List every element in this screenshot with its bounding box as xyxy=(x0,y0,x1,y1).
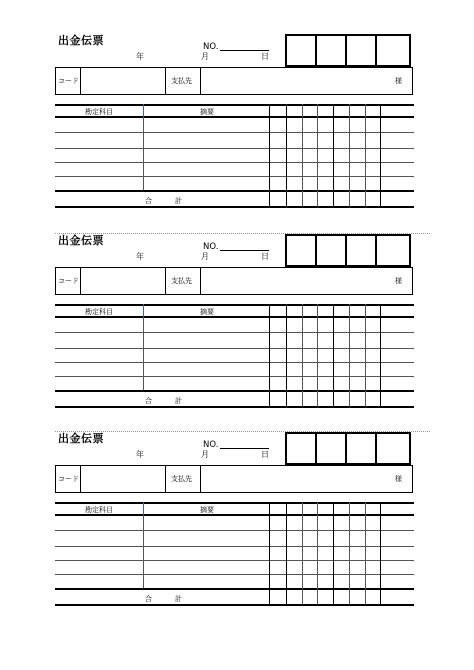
total-label-char2: 計 xyxy=(175,397,182,405)
code-field[interactable] xyxy=(81,68,166,94)
voucher-number-label: NO. xyxy=(203,42,219,52)
amount-digit-divider xyxy=(365,502,366,604)
entry-row-line xyxy=(55,176,414,177)
table-top-border xyxy=(55,304,414,306)
date-day-label: 日 xyxy=(261,52,269,61)
amount-digit-divider xyxy=(317,304,318,406)
approval-stamp-box[interactable] xyxy=(347,236,377,265)
voucher-number-label: NO. xyxy=(203,242,219,252)
total-row-divider xyxy=(55,190,414,192)
approval-stamp-box[interactable] xyxy=(287,434,317,463)
payment-voucher xyxy=(0,32,474,232)
account-description-divider xyxy=(143,514,144,588)
entry-row-line xyxy=(55,376,414,377)
amount-digit-divider xyxy=(286,502,287,604)
account-column-header: 勘定科目 xyxy=(85,506,113,514)
amount-digit-divider xyxy=(333,304,334,406)
payment-voucher xyxy=(0,430,474,630)
table-top-border xyxy=(55,104,414,106)
account-column-header: 勘定科目 xyxy=(85,108,113,116)
entry-row-line xyxy=(55,560,414,561)
table-top-border xyxy=(55,502,414,504)
entry-row-line xyxy=(55,546,414,547)
approval-stamp-box[interactable] xyxy=(317,36,347,65)
amount-digit-divider xyxy=(302,304,303,406)
honorific-label: 様 xyxy=(395,277,402,285)
total-label-char2: 計 xyxy=(175,595,182,603)
date-day-label: 日 xyxy=(261,252,269,261)
payee-label: 支払先 xyxy=(166,466,201,492)
amount-digit-divider xyxy=(349,304,350,406)
payee-row xyxy=(55,267,413,295)
payee-label: 支払先 xyxy=(166,68,201,94)
amount-digit-divider xyxy=(302,104,303,206)
account-column-header: 勘定科目 xyxy=(85,308,113,316)
account-description-divider xyxy=(143,116,144,190)
payee-label: 支払先 xyxy=(166,268,201,294)
amount-digit-divider xyxy=(302,502,303,604)
voucher-title: 出金伝票 xyxy=(58,34,104,47)
amount-digit-divider xyxy=(317,104,318,206)
approval-stamp-boxes xyxy=(285,234,411,267)
entry-row-line xyxy=(55,148,414,149)
entry-row-line xyxy=(55,574,414,575)
amount-digit-divider xyxy=(365,104,366,206)
description-column-header: 摘要 xyxy=(200,108,214,116)
code-label: コード xyxy=(56,68,81,94)
approval-stamp-box[interactable] xyxy=(287,236,317,265)
date-year-label: 年 xyxy=(136,252,144,261)
approval-stamp-box[interactable] xyxy=(317,434,347,463)
account-description-divider xyxy=(143,316,144,390)
approval-stamp-box[interactable] xyxy=(377,236,409,265)
amount-digit-divider xyxy=(333,104,334,206)
amount-digit-divider xyxy=(333,502,334,604)
code-field[interactable] xyxy=(81,268,166,294)
header-divider xyxy=(55,116,414,118)
approval-stamp-boxes xyxy=(285,34,411,67)
code-field[interactable] xyxy=(81,466,166,492)
header-column-divider xyxy=(143,304,144,316)
honorific-label: 様 xyxy=(395,77,402,85)
amount-digit-divider xyxy=(269,304,270,406)
voucher-number-label: NO. xyxy=(203,440,219,450)
approval-stamp-box[interactable] xyxy=(287,36,317,65)
date-month-label: 月 xyxy=(201,252,209,261)
code-label: コード xyxy=(56,466,81,492)
amount-digit-divider xyxy=(380,304,381,406)
date-year-label: 年 xyxy=(136,450,144,459)
voucher-title: 出金伝票 xyxy=(58,432,104,445)
amount-digit-divider xyxy=(365,304,366,406)
entry-row-line xyxy=(55,530,414,531)
table-bottom-border xyxy=(55,406,414,408)
date-day-label: 日 xyxy=(261,450,269,459)
entry-table xyxy=(55,304,414,406)
amount-digit-divider xyxy=(317,502,318,604)
entry-table xyxy=(55,502,414,604)
cut-line xyxy=(55,431,430,432)
header-column-divider xyxy=(143,502,144,514)
header-divider xyxy=(55,514,414,516)
amount-digit-divider xyxy=(380,502,381,604)
total-label-char1: 合 xyxy=(145,397,152,405)
date-month-label: 月 xyxy=(201,450,209,459)
table-bottom-border xyxy=(55,604,414,606)
entry-table xyxy=(55,104,414,206)
total-row-divider xyxy=(55,390,414,392)
cut-line xyxy=(55,233,430,234)
date-year-label: 年 xyxy=(136,52,144,61)
entry-row-line xyxy=(55,348,414,349)
total-label-char1: 合 xyxy=(145,197,152,205)
approval-stamp-box[interactable] xyxy=(317,236,347,265)
entry-row-line xyxy=(55,362,414,363)
amount-digit-divider xyxy=(286,304,287,406)
total-label-char1: 合 xyxy=(145,595,152,603)
table-bottom-border xyxy=(55,206,414,208)
header-column-divider xyxy=(143,104,144,116)
amount-digit-divider xyxy=(349,104,350,206)
approval-stamp-box[interactable] xyxy=(377,434,409,463)
amount-digit-divider xyxy=(269,104,270,206)
description-column-header: 摘要 xyxy=(200,506,214,514)
header-divider xyxy=(55,316,414,318)
amount-digit-divider xyxy=(349,502,350,604)
approval-stamp-box[interactable] xyxy=(347,36,377,65)
entry-row-line xyxy=(55,162,414,163)
payee-row xyxy=(55,465,413,493)
honorific-label: 様 xyxy=(395,475,402,483)
payment-voucher xyxy=(0,232,474,432)
total-row-divider xyxy=(55,588,414,590)
code-label: コード xyxy=(56,268,81,294)
entry-row-line xyxy=(55,332,414,333)
description-column-header: 摘要 xyxy=(200,308,214,316)
amount-digit-divider xyxy=(286,104,287,206)
entry-row-line xyxy=(55,132,414,133)
voucher-title: 出金伝票 xyxy=(58,234,104,247)
approval-stamp-boxes xyxy=(285,432,411,465)
amount-digit-divider xyxy=(269,502,270,604)
approval-stamp-box[interactable] xyxy=(377,36,409,65)
amount-digit-divider xyxy=(380,104,381,206)
date-month-label: 月 xyxy=(201,52,209,61)
approval-stamp-box[interactable] xyxy=(347,434,377,463)
total-label-char2: 計 xyxy=(175,197,182,205)
payee-row xyxy=(55,67,413,95)
